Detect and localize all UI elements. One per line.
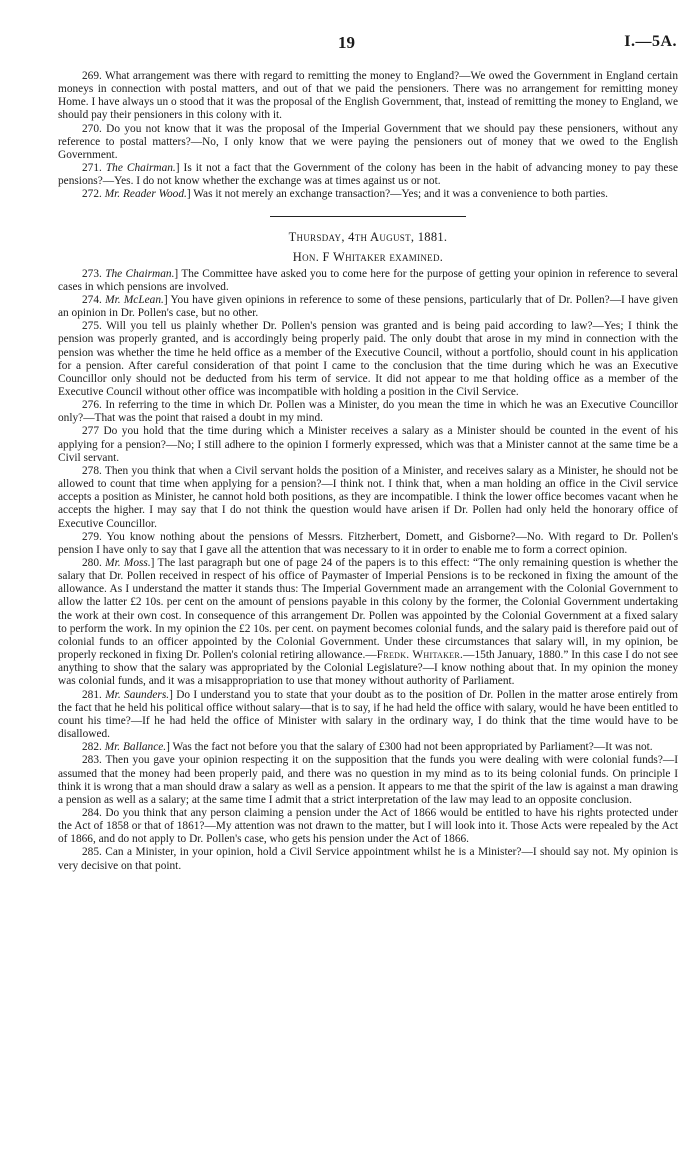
question-text: ] You have given opinions in reference to some of these pensions, particularly that of Dr. Pollen?—I have given an opinion in Dr. Pollen's case, but no other. xyxy=(58,293,678,320)
question-283: 283. Then you gave your opinion respecting it on the supposition that the funds you were dealing with were colonial funds?—I assumed that the money had been properly paid, and there was no question in my mind as to its being colonial funds. On principle I think it is wrong that a man should draw a salary as well as a pension. It appears to me that the spirit of the law is against a man drawing a pension as well as a salary; at the same time I admit that a strict interpretation of the law may lead to an opposite conclusion. xyxy=(58,754,678,806)
question-285: 285. Can a Minister, in your opinion, hold a Civil Service appointment whilst he is a Minister?—I should say not. My opinion is very decisive on that point. xyxy=(58,846,678,872)
question-text: ] The last paragraph but one of page 24 of the papers is to this effect: “The only remaining question is whether the salary that Dr. Pollen received in respect of his office of Paymaster of Imperial Pensions is to be reckoned in fixing the amount of the allowance. As I understand the matter it stands thus: The Imperial Government made an arrangement with the Colonial Government to allow the latter £2 10s. per cent on the amount of pensions payable in this colony by the former, the Colonial Government undertaking the work at their own cost. In consequence of this arrangement Dr. Pollen was appointed by the Colonial Government at a fixed salary to perform the work. In my opinion the £2 10s. per cent. on payment becomes colonial funds, and the salary paid is therefore paid out of colonial funds to an officer appointed by the Colonial Government. Under these circumstances that salary will, in my opinion, be properly reckoned in fixing Dr. Pollen's colonial retiring allowance.— xyxy=(58,557,678,662)
question-269: 269. What arrangement was there with regard to remitting the money to England?—We owed the Government in England certain moneys in connection with postal matters, and out of that we paid the pensioners. There was no arrangement for remitting money Home. I have always un o stood that it was the proposal of the English Government, that, instead of remitting the money to England, we should pay their pensioners in this colony with it. xyxy=(58,70,678,122)
question-text-continued: —15th January, 1880.” In this case I do not see anything to show that the salary was appropriated by the Colonial Legislature?—I know nothing about that. In my opinion the money was colonial funds, and it was a misappropriation to use that money without authority of Parliament. xyxy=(58,649,678,688)
question-276: 276. In referring to the time in which Dr. Pollen was a Minister, do you mean the time in which he was an Executive Councillor only?—That was the point that raised a doubt in my mind. xyxy=(58,399,678,425)
question-number: 280. xyxy=(82,557,102,569)
signature: Fredk. Whitaker. xyxy=(376,649,464,662)
question-number: 274. xyxy=(82,293,102,306)
question-278: 278. Then you think that when a Civil servant holds the position of a Minister, and receives salary as a Minister, he should not be allowed to count that time when applying for a pension?—I think not. I think that, when a man holding an office in the Civil service accepts a position as Minister, he cannot hold both positions, as they are incompatible. I think the lower office becomes vacant when he accepts the higher. I may say that I do not think the question would have arisen if Dr. Pollen had only held the honorary office of Executive Councillor. xyxy=(58,464,678,530)
question-number: 281. xyxy=(82,688,102,701)
paper-reference: I.—5A. xyxy=(624,33,677,50)
question-275: 275. Will you tell us plainly whether Dr. Pollen's pension was granted and is being paid according to law?—Yes; I think the pension was properly granted, and is accordingly being properly paid. The only doubt that arose in my mind in connection with the pension was whether the time he held office as a member of the Executive Council, without a portfolio, should count in his application for a pension. After careful consideration of that point I came to the conclusion that the time during which he was an Executive Councillor only should not be deducted from his term of service. It did not appear to me that holding office as a member of the Executive Council without other office was incompatible with holding a position in the Civil Service. xyxy=(58,320,678,398)
question-number: 282. xyxy=(82,741,102,754)
question-284: 284. Do you think that any person claiming a pension under the Act of 1866 would be entitled to have his rights protected under the Act of 1858 or that of 1861?—My attention was not drawn to the matter, but I will look into it. Those Acts were repealed by the Act of 1866, and do not apply to Dr. Pollen's case, who gets his pension under the Act of 1866. xyxy=(58,806,678,846)
speaker-name: Mr. Saunders. xyxy=(105,688,170,701)
question-277: 277 Do you hold that the time during which a Minister receives a salary as a Minister should be counted in the event of his applying for a pension?—No; I still adhere to the opinion I formerly expressed, which was that a Minister cannot at the same time be a Civil servant. xyxy=(58,425,678,464)
question-273 xyxy=(58,268,678,294)
question-text: ] Was the fact not before you that the salary of £300 had not been appropriated by Parliament?—It was not. xyxy=(166,741,653,754)
question-number: 271. xyxy=(82,162,102,175)
question-272 xyxy=(58,188,678,201)
speaker-name: The Chairman. xyxy=(105,162,176,175)
question-text: ] Do I understand you to state that your doubt as to the position of Dr. Pollen in the matter arose entirely from the fact that he held his political office without salary—that is to say, if he had held the office with salary, would he have been entitled to count his time?—If he had held the office of Minister with salary in the ordinary way, I do think that the time would have to be disallowed. xyxy=(58,688,678,741)
question-number: 272. xyxy=(82,188,102,201)
question-271 xyxy=(58,162,678,188)
witness-heading: Hon. F Whitaker examined. xyxy=(292,249,444,264)
question-274 xyxy=(58,294,678,320)
question-text: ] Was it not merely an exchange transaction?—Yes; and it was a convenience to both parties. xyxy=(186,188,608,201)
session-date: Thursday, 4th August, 1881. xyxy=(288,229,448,244)
question-text: ] Is it not a fact that the Government of the colony has been in the habit of advancing money to pay these pensions?—Yes. I do not know whether the exchange was at times against us or not. xyxy=(58,162,678,188)
speaker-name: Mr. Ballance. xyxy=(104,741,167,754)
question-text: ] The Committee have asked you to come here for the purpose of getting your opinion in reference to several cases in which pensions are involved. xyxy=(58,267,678,293)
speaker-name: The Chairman. xyxy=(105,267,175,280)
section-divider xyxy=(270,216,466,217)
question-280 xyxy=(58,557,678,689)
speaker-name: Mr. Moss. xyxy=(105,557,151,569)
document-body xyxy=(58,70,678,873)
question-281 xyxy=(58,689,678,742)
question-282 xyxy=(58,741,678,754)
question-number: 273. xyxy=(82,267,102,280)
speaker-name: Mr. Reader Wood. xyxy=(104,188,187,201)
speaker-name: Mr. McLean. xyxy=(105,293,164,306)
question-279: 279. You know nothing about the pensions of Messrs. Fitzherbert, Domett, and Gisborne?—No. With regard to Dr. Pollen's pension I have only to say that I gave all the attention that was necessary to it in order to enable me to form a correct opinion. xyxy=(58,530,678,556)
question-270: 270. Do you not know that it was the proposal of the Imperial Government that we should pay these pensioners, without any reference to postal matters?—No, I only know that we were paying the pensioners out of money that we owed to the English Government. xyxy=(58,122,678,161)
page-number: 19 xyxy=(338,33,355,52)
